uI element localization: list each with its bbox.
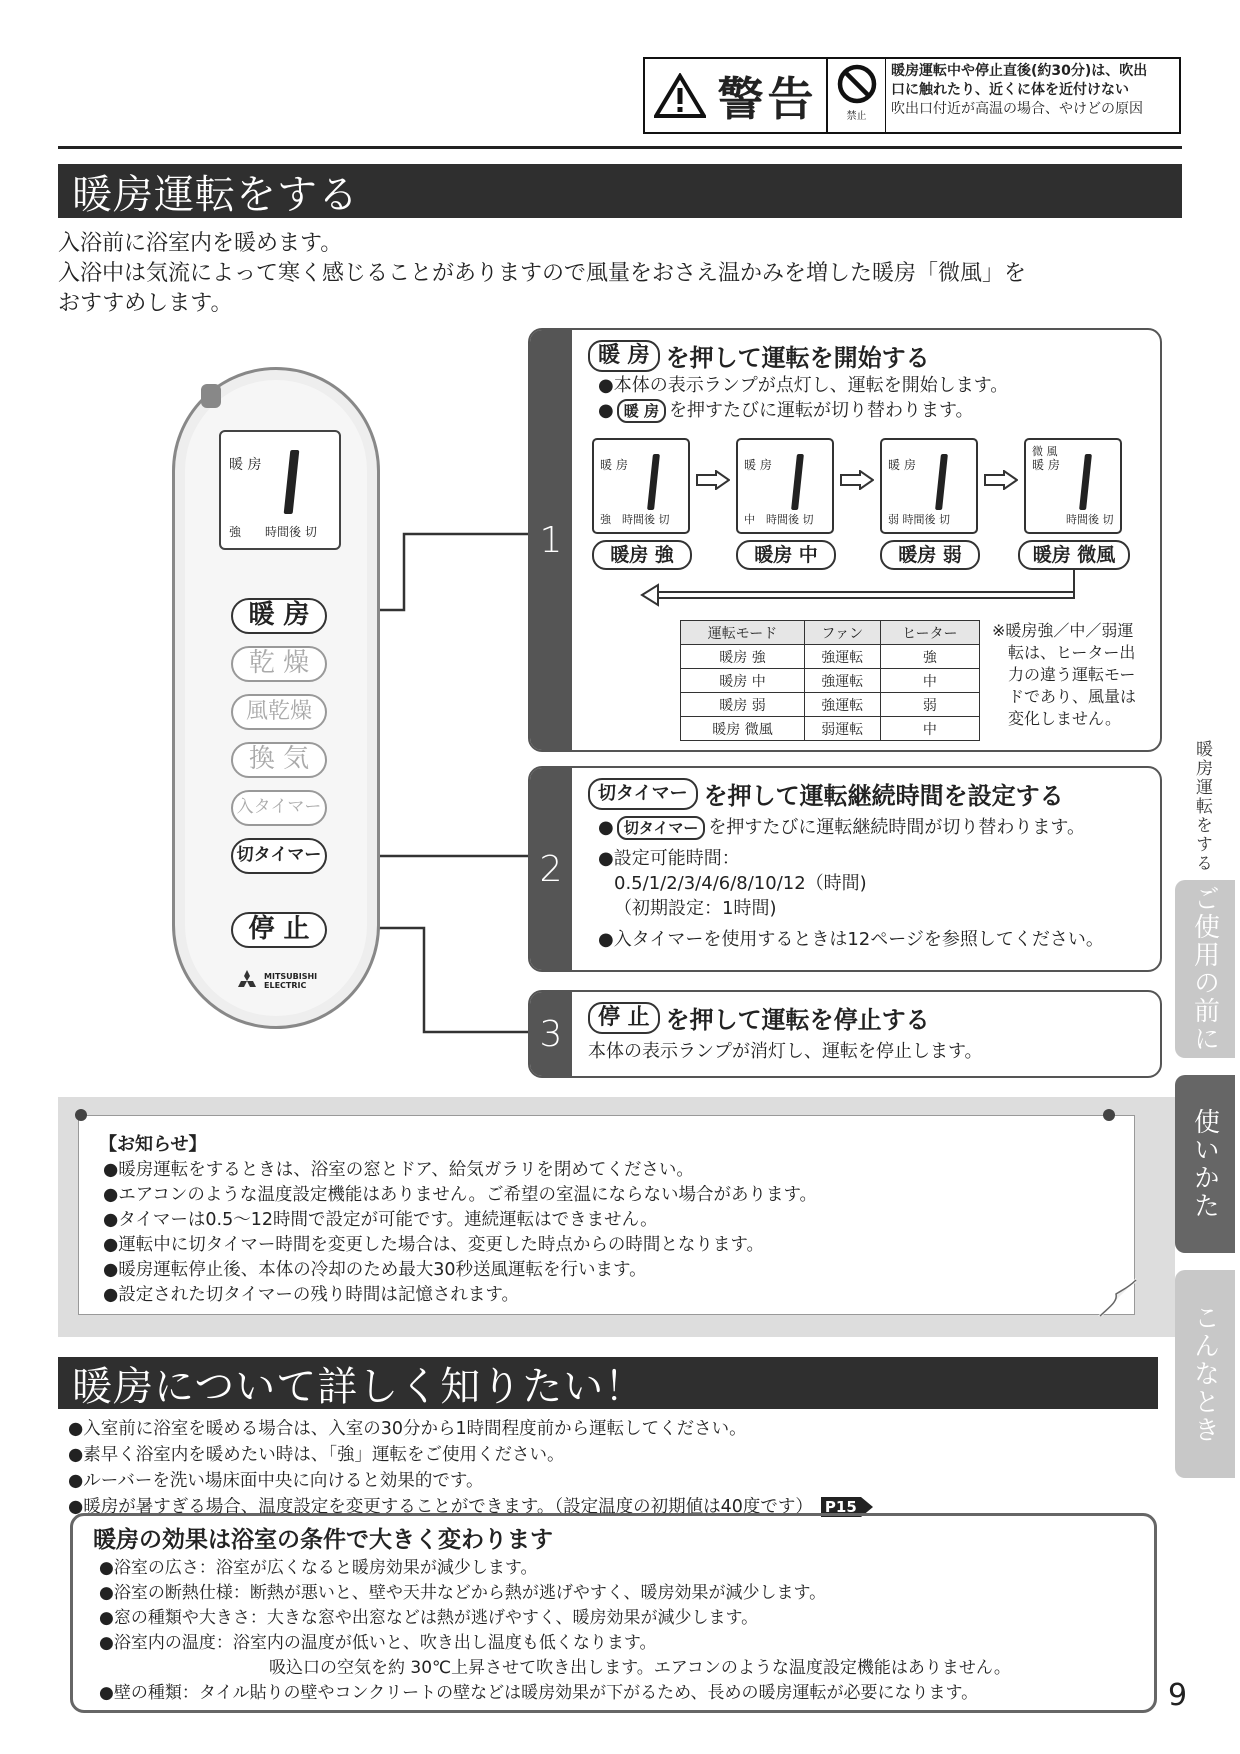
note-line: ※暖房強／中／弱運 — [992, 621, 1134, 640]
step-2-bullet-1-text: を押すたびに運転継続時間が切り替わります。 — [708, 817, 1085, 838]
table-cell: 強運転 — [804, 693, 880, 717]
step-2-bullet-3: ●入タイマーを使用するときは12ページを参照してください。 — [598, 929, 1104, 950]
remote-indicator — [201, 384, 221, 408]
remote-lcd-mode: 暖 房 — [229, 457, 262, 473]
lcd-medium — [736, 438, 834, 534]
table-cell: 暖房 強 — [681, 645, 805, 669]
table-cell: 暖房 微風 — [681, 717, 805, 741]
notice-panel — [78, 1115, 1135, 1315]
lcd-breeze — [1024, 438, 1122, 534]
tab-before-use[interactable]: ご使用の前に — [1175, 880, 1235, 1058]
lcd-mode-label: 暖 房 — [600, 458, 628, 472]
notice-title: 【お知らせ】 — [99, 1134, 207, 1155]
intro-line-3: おすすめします。 — [58, 291, 233, 316]
step-3-text: 本体の表示ランプが消灯し、運転を停止します。 — [588, 1041, 983, 1062]
table-header: 運転モード — [681, 621, 805, 645]
bullet-mark: ● — [598, 400, 614, 421]
remote-heat-button[interactable]: 暖 房 — [231, 598, 327, 634]
lcd-bottom-label: 時間後 切 — [1066, 513, 1114, 526]
heat-key-small: 暖 房 — [617, 399, 666, 423]
table-cell: 弱運転 — [804, 717, 880, 741]
remote-dry-button[interactable]: 乾 燥 — [231, 646, 327, 682]
step-3-body — [572, 992, 1160, 1076]
table-cell: 暖房 中 — [681, 669, 805, 693]
page-number: 9 — [1168, 1678, 1188, 1713]
step-3-card — [528, 990, 1162, 1078]
step-1-body — [572, 330, 1160, 750]
table-cell: 強運転 — [804, 645, 880, 669]
step-2-heading-text: を押して運転継続時間を設定する — [703, 782, 1064, 810]
list-item: ●素早く浴室内を暖めたい時は、「強」運転をご使用ください。 — [68, 1445, 565, 1465]
effect-box — [70, 1513, 1157, 1713]
step-1-bullet-2-text: を押すたびに運転が切り替わります。 — [668, 400, 974, 421]
notice-list — [103, 1158, 817, 1308]
notice-item: ●暖房運転停止後、本体の冷却のため最大30秒送風運転を行います。 — [103, 1260, 647, 1280]
lcd-digit — [1079, 454, 1092, 510]
notice-item: ●設定された切タイマーの残り時間は記憶されます。 — [103, 1285, 520, 1305]
pin-icon — [1100, 1106, 1118, 1124]
lcd-bottom-label: 弱 時間後 切 — [888, 513, 950, 526]
warning-line-1: 暖房運転中や停止直後(約30分)は、吹出 — [891, 63, 1148, 79]
lcd-digit — [791, 454, 804, 510]
step-1-heading — [588, 338, 1144, 373]
step-2-bullet-1: ● 切タイマー を押すたびに運転継続時間が切り替わります。 — [598, 817, 1085, 838]
arrow-right-icon — [984, 470, 1018, 490]
intro-line-2: 入浴中は気流によって寒く感じることがありますので風量をおさえ温かみを増した暖房「微風」を — [58, 261, 1027, 286]
effect-item: ●浴室の断熱仕様：断熱が悪いと、壁や天井などから熱が逃げやすく、暖房効果が減少します。 — [99, 1583, 827, 1603]
step-2-number: 2 — [530, 768, 572, 970]
page-curl-icon — [1098, 1278, 1138, 1318]
remote-stop-button[interactable]: 停 止 — [231, 912, 327, 948]
step-1-card — [528, 328, 1162, 752]
list-item: ●ルーバーを洗い場床面中央に向けると効果的です。 — [68, 1471, 484, 1491]
mode-strong: 暖房 強 — [592, 540, 692, 570]
table-cell: 強運転 — [804, 669, 880, 693]
note-line: 転は、ヒーター出 — [1008, 643, 1136, 662]
table-cell: 中 — [880, 717, 979, 741]
step-3-heading-text: を押して運転を停止する — [665, 1006, 930, 1034]
remote-wind-dry-button[interactable]: 風乾燥 — [231, 694, 327, 730]
step-2-heading — [588, 776, 1144, 811]
step-1-bullet-1: ●本体の表示ランプが点灯し、運転を開始します。 — [598, 375, 1009, 396]
list-item-text: ●暖房が暑すぎる場合、温度設定を変更することができます。（設定温度の初期値は40度です） — [68, 1497, 813, 1517]
remote-control — [172, 367, 380, 1029]
off-timer-key: 切タイマー — [588, 778, 698, 810]
lcd-mode-label: 暖 房 — [744, 458, 772, 472]
arrow-right-icon — [840, 470, 874, 490]
mode-note — [992, 620, 1136, 730]
lcd-bottom-label: 強 時間後 切 — [600, 513, 670, 526]
warning-line-3: 吹出口付近が高温の場合、やけどの原因 — [891, 101, 1143, 117]
step-2-card — [528, 766, 1162, 972]
effect-item: ●浴室内の温度：浴室内の温度が低いと、吹き出し温度も低くなります。 — [99, 1633, 657, 1653]
lcd-digit — [935, 454, 948, 510]
brand-logo — [235, 970, 317, 992]
lcd-mode-label: 暖 房 — [888, 458, 916, 472]
step-2-body — [572, 768, 1160, 970]
note-line: 力の違う運転モー — [1008, 665, 1136, 684]
remote-on-timer-button[interactable]: 入タイマー — [231, 790, 327, 826]
effect-item: ●窓の種類や大きさ：大きな窓や出窓などは熱が逃げやすく、暖房効果が減少します。 — [99, 1608, 759, 1628]
table-row — [681, 717, 980, 741]
page-ref-label: P15 — [821, 1497, 861, 1517]
mode-medium: 暖房 中 — [736, 540, 836, 570]
table-row — [681, 669, 980, 693]
effect-list — [93, 1556, 1134, 1706]
effect-title: 暖房の効果は浴室の条件で大きく変わります — [93, 1527, 553, 1553]
notice-item: ●エアコンのような温度設定機能はありません。ご希望の室温にならない場合があります。 — [103, 1185, 818, 1205]
table-cell: 弱 — [880, 693, 979, 717]
lcd-weak — [880, 438, 978, 534]
intro-line-1: 入浴前に浴室内を暖めます。 — [58, 231, 343, 256]
step-2-bullet-2: ●設定可能時間： — [598, 848, 740, 869]
table-cell: 中 — [880, 669, 979, 693]
lcd-mode-label: 暖 房 — [1032, 458, 1060, 472]
table-cell: 強 — [880, 645, 979, 669]
step-1-heading-text: を押して運転を開始する — [665, 344, 930, 372]
prohibit-label: 禁止 — [846, 111, 867, 122]
notice-item: ●運転中に切タイマー時間を変更した場合は、変更した時点からの時間となります。 — [103, 1235, 765, 1255]
lcd-strong — [592, 438, 690, 534]
list-item: ●入室前に浴室を暖める場合は、入室の30分から1時間程度前から運転してください。 — [68, 1419, 747, 1439]
remote-lcd-bottom: 強 時間後 切 — [229, 525, 317, 539]
arrow-right-icon — [696, 470, 730, 490]
section-2-list — [68, 1416, 873, 1520]
remote-off-timer-button[interactable]: 切タイマー — [231, 838, 327, 874]
lcd-bottom-label: 中 時間後 切 — [744, 513, 814, 526]
remote-lcd-digit — [284, 450, 300, 514]
step-2-times: 0.5/1/2/3/4/6/8/10/12（時間) — [614, 873, 867, 894]
lcd-digit — [647, 454, 660, 510]
tab-troubleshooting[interactable]: こんなとき — [1175, 1270, 1235, 1478]
remote-ventilate-button[interactable]: 換 気 — [231, 742, 327, 778]
notice-item: ●タイマーは0.5〜12時間で設定が可能です。連続運転はできません。 — [103, 1210, 658, 1230]
cycle-return-arrow — [612, 570, 1142, 610]
table-cell: 暖房 弱 — [681, 693, 805, 717]
heat-key: 暖 房 — [588, 340, 660, 372]
tab-how-to-use[interactable]: 使いかた — [1175, 1075, 1235, 1253]
step-3-heading — [588, 1000, 1144, 1035]
step-3-number: 3 — [530, 992, 572, 1076]
note-line: 変化しません。 — [1008, 709, 1121, 728]
table-header: ヒーター — [880, 621, 979, 645]
off-timer-key-small: 切タイマー — [617, 816, 706, 840]
table-row — [681, 693, 980, 717]
pin-icon — [72, 1106, 90, 1124]
stop-key: 停 止 — [588, 1002, 660, 1034]
step-2-default: （初期設定：1時間) — [614, 898, 777, 919]
remote-lcd — [219, 430, 341, 550]
step-1-bullet-2 — [598, 398, 1144, 423]
mode-weak: 暖房 弱 — [880, 540, 980, 570]
lcd-breeze-label: 微 風 — [1032, 445, 1058, 458]
mode-table — [680, 620, 980, 741]
effect-item: ●浴室の広さ：浴室が広くなると暖房効果が減少します。 — [99, 1558, 538, 1578]
warning-label: 警告 — [717, 71, 818, 126]
step-1-number: 1 — [530, 330, 572, 750]
mitsubishi-logo-icon — [235, 970, 259, 992]
section-2-title: 暖房について詳しく知りたい！ — [58, 1357, 1158, 1409]
table-header-row — [681, 621, 980, 645]
effect-item: 吸込口の空気を約 30℃上昇させて吹き出します。エアコンのような温度設定機能はありません。 — [269, 1658, 1011, 1678]
mode-breeze: 暖房 微風 — [1018, 540, 1130, 570]
page-title: 暖房運転をする — [58, 164, 1182, 218]
warning-line-2: 口に触れたり、近くに体を近付けない — [891, 82, 1129, 98]
side-current-section: 暖房運転をする — [1192, 740, 1212, 873]
brand-name: MITSUBISHI ELECTRIC — [264, 972, 318, 990]
notice-item: ●暖房運転をするときは、浴室の窓とドア、給気ガラリを閉めてください。 — [103, 1160, 694, 1180]
note-line: ドであり、風量は — [1008, 687, 1137, 706]
table-header: ファン — [804, 621, 880, 645]
effect-item: ●壁の種類：タイル貼りの壁やコンクリートの壁などは暖房効果が下がるため、長めの暖房運転が必要になります。 — [99, 1683, 979, 1703]
table-row — [681, 645, 980, 669]
